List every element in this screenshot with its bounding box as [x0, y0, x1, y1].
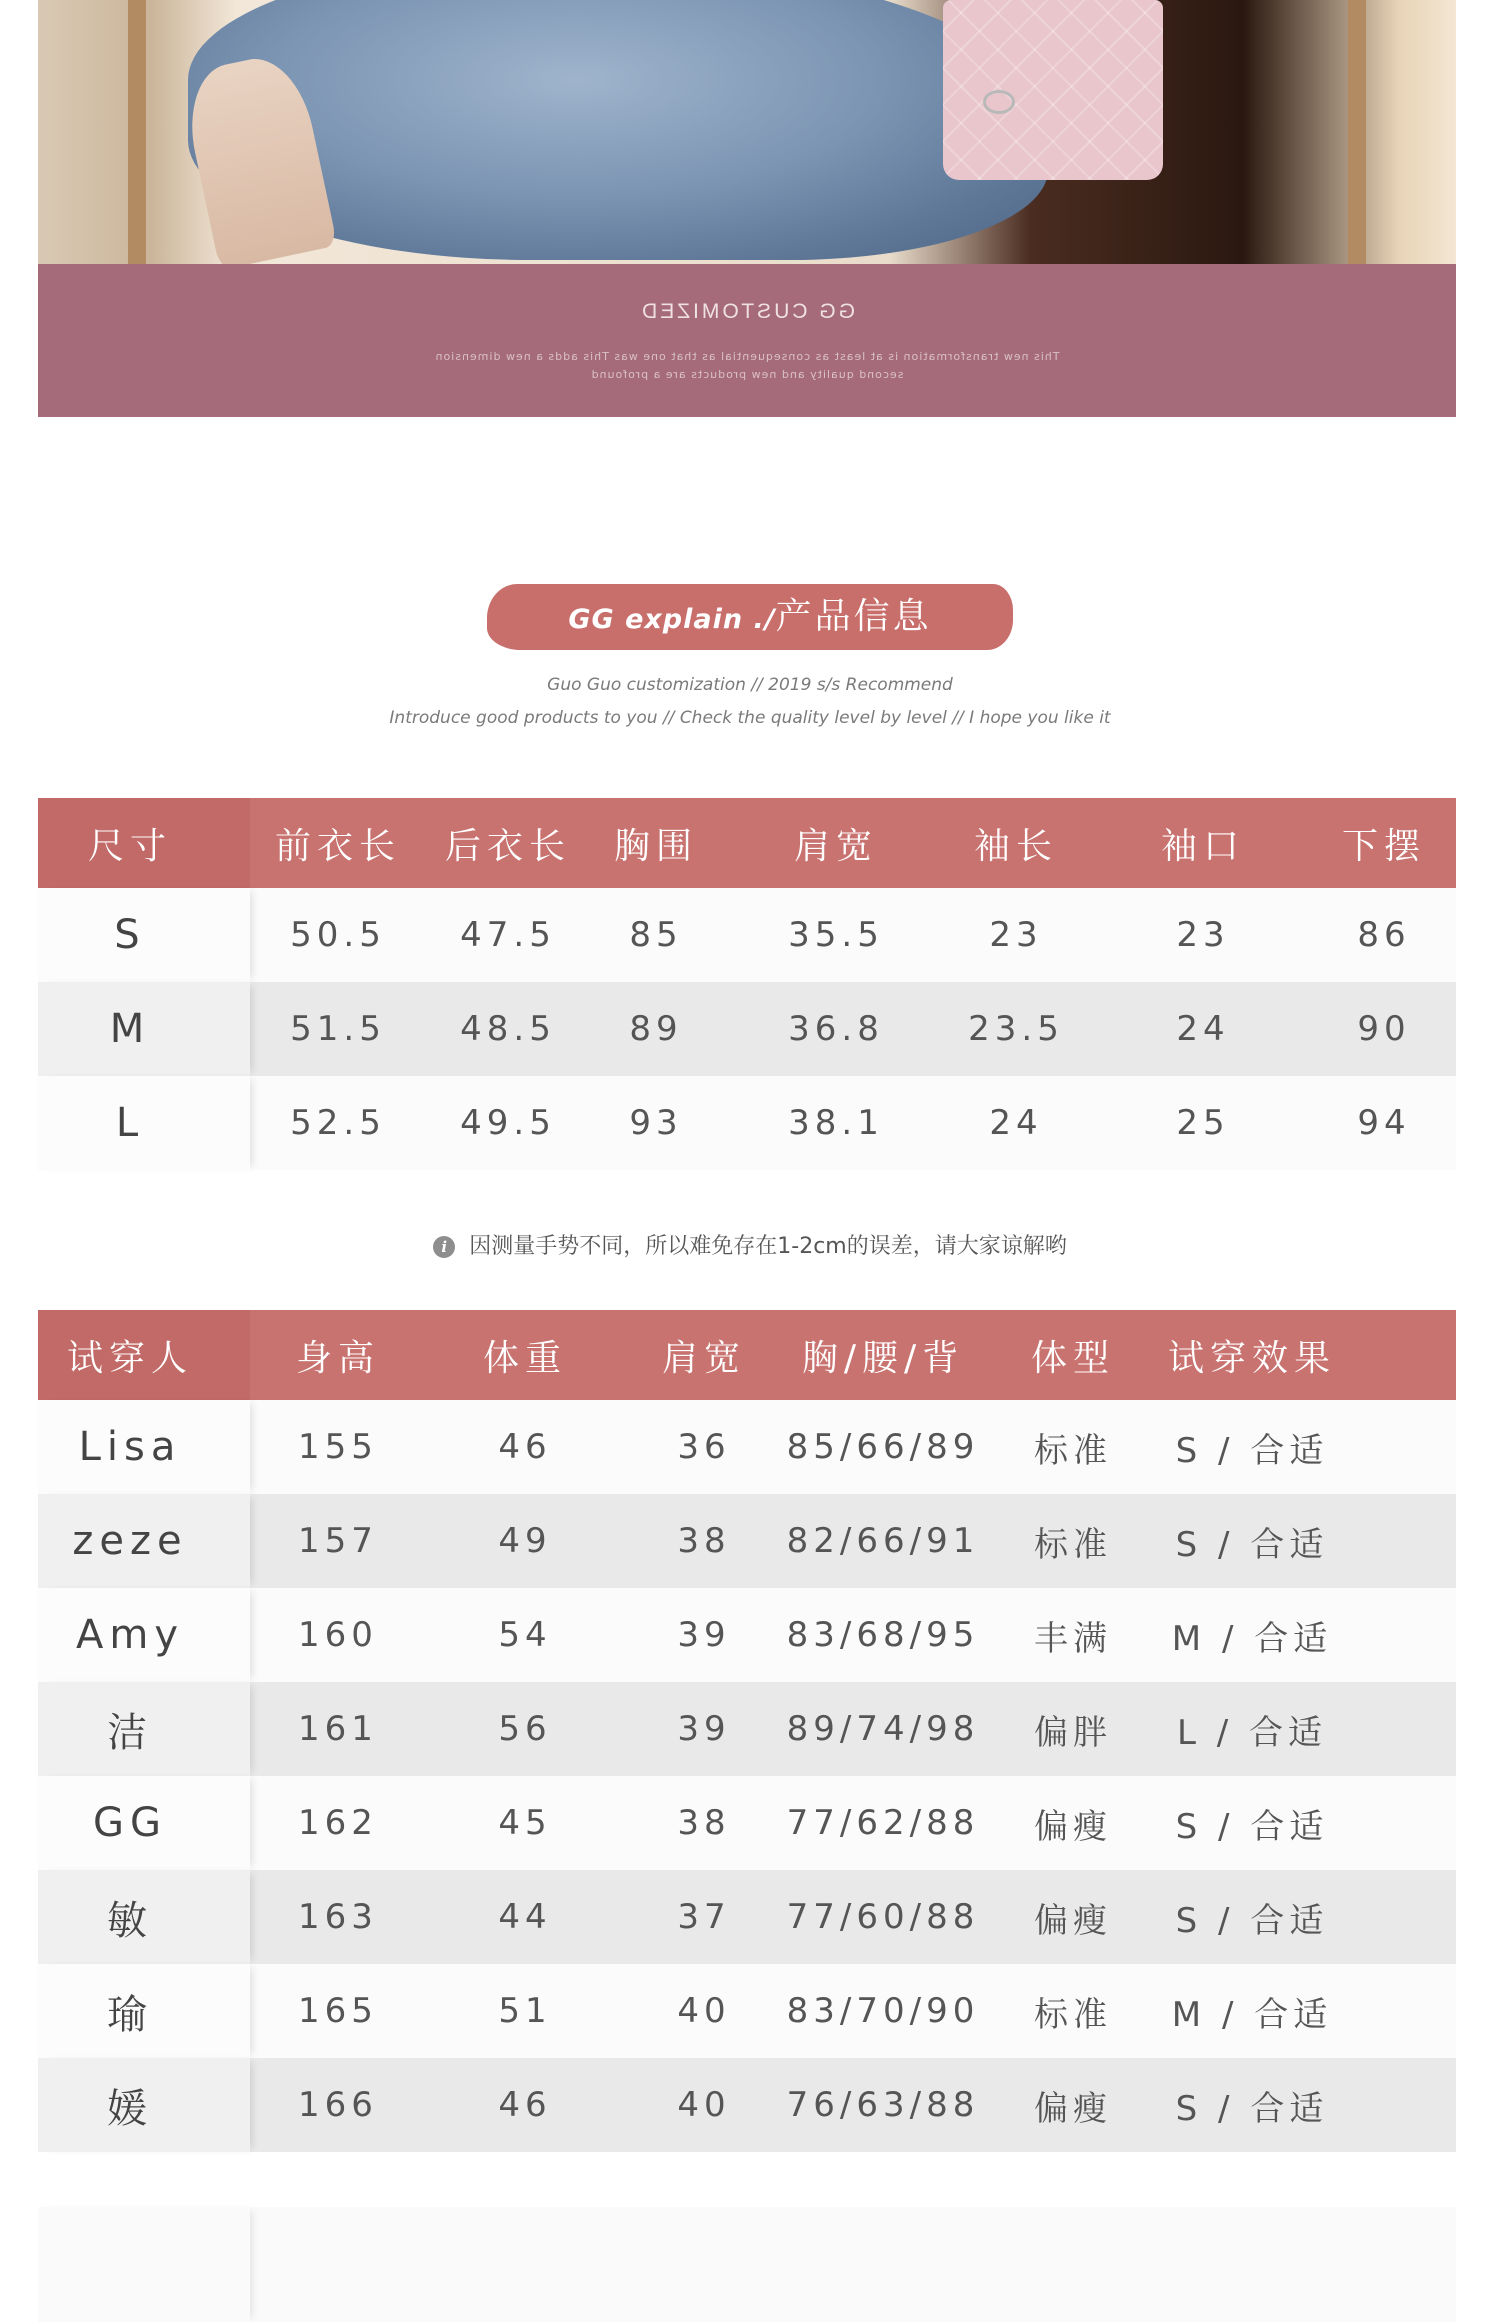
size-table-cell: 89	[629, 1009, 683, 1049]
tryon-table-row	[38, 1588, 1456, 1682]
tryon-table-cell: 36	[677, 1427, 731, 1467]
tryon-table-cell: 标准	[1034, 1994, 1112, 2035]
tryon-table-row	[38, 2058, 1456, 2152]
size-table-header-cell: 下摆	[1341, 825, 1426, 867]
tryon-table-cell: zeze	[72, 1518, 188, 1564]
tryon-table-cell: 82/66/91	[786, 1521, 980, 1561]
size-table-cell: L	[115, 1100, 145, 1146]
tryon-table-cell: 166	[298, 2085, 378, 2125]
tryon-table-cell: 媛	[107, 2085, 153, 2132]
tryon-table-cell: 39	[677, 1709, 731, 1749]
tryon-table-cell: 165	[298, 1991, 378, 2031]
size-table-cell: M	[109, 1006, 151, 1052]
size-table-cell: 35.5	[788, 915, 884, 955]
tryon-table-header-cell: 体重	[482, 1337, 567, 1379]
tryon-table-cell: GG	[93, 1800, 167, 1846]
size-table-cell: 85	[629, 915, 683, 955]
tryon-table-cell: 83/68/95	[786, 1615, 980, 1655]
size-table-cell: S	[114, 912, 146, 958]
tryon-table	[38, 1310, 1456, 2152]
tryon-table-cell: 偏胖	[1034, 1712, 1112, 1753]
brand-banner	[38, 264, 1456, 417]
section-title-en: GG explain ./	[568, 604, 776, 635]
tryon-table-row	[38, 1494, 1456, 1588]
tryon-table-cell: M / 合适	[1171, 1618, 1333, 1659]
tryon-table-cell: 敏	[107, 1897, 153, 1944]
size-table-cell: 23	[989, 915, 1043, 955]
size-table-header-cell: 袖口	[1160, 825, 1245, 867]
quilted-handbag	[943, 0, 1163, 180]
tryon-table-row	[38, 1400, 1456, 1494]
size-table-header-cell: 肩宽	[793, 825, 878, 867]
tryon-table-cell: 160	[298, 1615, 378, 1655]
tryon-table-cell: 163	[298, 1897, 378, 1937]
product-photo	[38, 0, 1456, 264]
tryon-table-cell: 39	[677, 1615, 731, 1655]
tryon-table-row	[38, 1870, 1456, 1964]
tryon-table-cell: 偏瘦	[1034, 1900, 1112, 1941]
tryon-table-cell: 瑜	[107, 1991, 153, 2038]
tryon-table-cell: 标准	[1034, 1524, 1112, 1565]
banner-brand: GG CUSTOMIZED	[639, 300, 855, 323]
tryon-table-cell: 85/66/89	[786, 1427, 980, 1467]
tryon-table-cell: 40	[677, 2085, 731, 2125]
tryon-table-cell: 丰满	[1034, 1618, 1112, 1659]
tryon-table-cell: 77/60/88	[786, 1897, 980, 1937]
size-table-header	[38, 798, 1456, 888]
tryon-table-cell: 38	[677, 1521, 731, 1561]
size-table-cell: 52.5	[290, 1103, 386, 1143]
tryon-table-cell: 49	[498, 1521, 552, 1561]
size-table-cell: 90	[1357, 1009, 1411, 1049]
tryon-table-row	[38, 1776, 1456, 1870]
tryon-table-cell: 标准	[1034, 1430, 1112, 1471]
mirror-frame-left	[128, 0, 146, 264]
tryon-table-cell: 161	[298, 1709, 378, 1749]
tryon-table-cell: 56	[498, 1709, 552, 1749]
mirror-frame-right	[1348, 0, 1366, 264]
measurement-note	[0, 1229, 1500, 1260]
tryon-table-cell: 偏瘦	[1034, 2088, 1112, 2129]
size-table	[38, 798, 1456, 1170]
tryon-table-cell: S / 合适	[1175, 1900, 1329, 1941]
size-table-cell: 47.5	[460, 915, 556, 955]
tryon-table-cell: L / 合适	[1176, 1712, 1327, 1753]
size-table-header-cell: 袖长	[973, 825, 1058, 867]
tryon-table-header-cell: 肩宽	[661, 1337, 746, 1379]
tryon-table-cell: 157	[298, 1521, 378, 1561]
tryon-table-cell: 89/74/98	[786, 1709, 980, 1749]
tryon-table-cell: S / 合适	[1175, 1430, 1329, 1471]
tail-firstcol	[38, 2207, 250, 2322]
bag-clasp-icon	[983, 90, 1015, 114]
size-table-row	[38, 888, 1456, 982]
size-table-cell: 49.5	[460, 1103, 556, 1143]
tryon-table-cell: 洁	[107, 1709, 153, 1756]
size-table-cell: 93	[629, 1103, 683, 1143]
size-table-cell: 25	[1176, 1103, 1230, 1143]
size-table-cell: 23	[1176, 915, 1230, 955]
banner-line-2: second quality and new products are a profound	[590, 368, 904, 381]
tryon-table-cell: 76/63/88	[786, 2085, 980, 2125]
size-table-cell: 50.5	[290, 915, 386, 955]
tryon-table-header-cell: 身高	[295, 1337, 380, 1379]
tryon-table-cell: 40	[677, 1991, 731, 2031]
size-table-row	[38, 982, 1456, 1076]
size-table-header-cell: 前衣长	[274, 825, 401, 867]
tryon-table-header-cell: 体型	[1030, 1337, 1115, 1379]
size-table-cell: 24	[1176, 1009, 1230, 1049]
section-subtitle-1: Guo Guo customization // 2019 s/s Recommend	[547, 675, 953, 695]
size-table-header-cell: 胸围	[613, 825, 698, 867]
size-table-cell: 23.5	[968, 1009, 1064, 1049]
tryon-table-cell: S / 合适	[1175, 1806, 1329, 1847]
size-table-row	[38, 1076, 1456, 1170]
tryon-table-cell: 45	[498, 1803, 552, 1843]
tryon-table-cell: 51	[498, 1991, 552, 2031]
page-bottom-filler	[38, 2207, 1456, 2322]
tryon-table-cell: 83/70/90	[786, 1991, 980, 2031]
size-table-cell: 36.8	[788, 1009, 884, 1049]
tryon-table-cell: 155	[298, 1427, 378, 1467]
tryon-table-row	[38, 1682, 1456, 1776]
size-table-header-cell: 尺寸	[87, 825, 172, 867]
tryon-table-header-cell: 试穿效果	[1167, 1337, 1336, 1379]
tryon-table-cell: S / 合适	[1175, 2088, 1329, 2129]
section-subtitle-2: Introduce good products to you // Check the quality level by level // I hope you like it	[389, 708, 1111, 728]
tryon-table-cell: M / 合适	[1171, 1994, 1333, 2035]
tryon-table-header	[38, 1310, 1456, 1400]
size-table-header-cell: 后衣长	[444, 825, 571, 867]
tryon-table-row	[38, 1964, 1456, 2058]
tryon-table-cell: 38	[677, 1803, 731, 1843]
tryon-table-cell: S / 合适	[1175, 1524, 1329, 1565]
size-table-cell: 86	[1357, 915, 1411, 955]
section-title-pill	[487, 584, 1013, 650]
note-text: 因测量手势不同，所以难免存在1-2cm的误差，请大家谅解哟	[469, 1234, 1067, 1259]
size-table-cell: 24	[989, 1103, 1043, 1143]
tryon-table-cell: 44	[498, 1897, 552, 1937]
banner-line-1: This new transformation is at least as consequential as that one was This adds a new dimension	[434, 350, 1060, 363]
section-title-zh: 产品信息	[775, 596, 932, 637]
tryon-table-header-cell: 胸/腰/背	[801, 1337, 965, 1379]
tryon-table-cell: 46	[498, 1427, 552, 1467]
size-table-cell: 94	[1357, 1103, 1411, 1143]
tryon-table-cell: 162	[298, 1803, 378, 1843]
tryon-table-cell: Amy	[76, 1612, 184, 1658]
size-table-cell: 38.1	[788, 1103, 884, 1143]
size-table-cell: 48.5	[460, 1009, 556, 1049]
size-table-cell: 51.5	[290, 1009, 386, 1049]
tryon-table-cell: Lisa	[78, 1424, 182, 1470]
tryon-table-cell: 46	[498, 2085, 552, 2125]
tryon-table-cell: 77/62/88	[786, 1803, 980, 1843]
info-icon: i	[433, 1236, 455, 1258]
tryon-table-header-cell: 试穿人	[66, 1337, 193, 1379]
tryon-table-cell: 37	[677, 1897, 731, 1937]
tryon-table-cell: 54	[498, 1615, 552, 1655]
tryon-table-cell: 偏瘦	[1034, 1806, 1112, 1847]
